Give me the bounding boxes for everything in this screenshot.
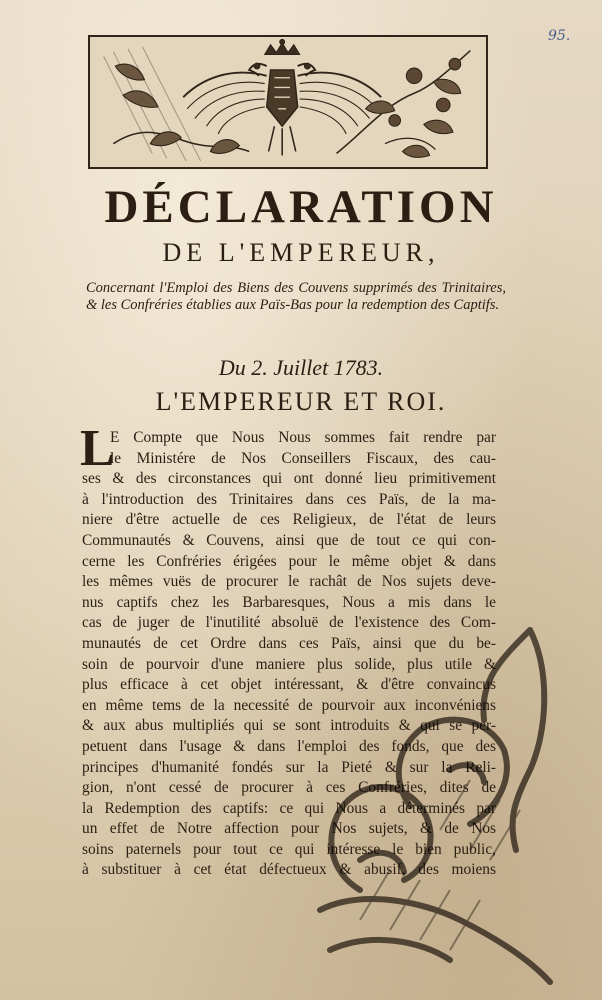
sovereign-heading: L'EMPEREUR ET ROI.	[155, 387, 447, 416]
body-line: à l'introduction des Trinitaires dans ces Païs, de la ma-	[82, 490, 496, 508]
body-line: & aux abus multipliés qui se sont introduits & qui se per-	[82, 717, 496, 735]
body-line: les mêmes vuës de procurer le rachât de Nos sujets deve-	[82, 573, 496, 591]
document-title: DÉCLARATION	[104, 181, 498, 233]
body-line: le Ministére de Nos Conseillers Fiscaux, des cau-	[110, 449, 496, 467]
body-line: E Compte que Nous Nous sommes fait rendre par	[110, 429, 496, 446]
declaration-date: Du 2. Juillet 1783.	[218, 355, 384, 380]
body-line: nus captifs chez les Barbaresques, Nous a mis dans le	[82, 593, 496, 611]
body-line: un effet de Notre affection pour Nos sujets, & de Nos	[82, 820, 496, 838]
imperial-eagle-vignette	[88, 35, 488, 169]
document-subtitle: DE L'EMPEREUR,	[162, 238, 440, 267]
body-line: soin de pourvoir d'une maniere plus solide, plus utile &	[82, 655, 496, 673]
body-line: cerne les Confréries érigées pour le même objet & dans	[82, 552, 496, 570]
body-line: munautés de cet Ordre dans ces Païs, ainsi que du be-	[82, 634, 496, 652]
concerning-summary: Concernant l'Emploi des Biens des Couvens supprimés des Trinitaires, & les Confréries établies aux Païs-Bas pour la redemption des Captifs.	[86, 280, 506, 313]
body-line: niere d'être actuelle de ces Religieux, de l'état de leurs	[82, 511, 496, 529]
body-line: principes d'humanité fondés sur la Pieté & sur la Reli-	[82, 758, 496, 776]
eagle-and-foliage-engraving	[90, 37, 486, 167]
body-line: la Redemption des captifs: ce qui Nous a déterminés par	[82, 799, 496, 817]
body-line: soins paternels pour tout ce qui intéresse le bien public,	[82, 840, 496, 858]
body-line: gion, n'ont cessé de procurer à ces Confréries, dites de	[82, 779, 496, 797]
body-line: à substituer à cet état défectueux & abusif, des moiens	[82, 861, 496, 879]
body-line: ses & des circonstances qui ont donné lieu primitivement	[82, 470, 496, 488]
folio-number: 95.	[548, 28, 571, 44]
body-line: plus efficace à cet objet intéressant, & d'être convaincus	[82, 676, 496, 694]
body-line: petuent dans l'usage & dans l'emploi des fonds, que des	[82, 737, 496, 755]
body-line: en même tems de la necessité de pourvoir aux inconvéniens	[82, 696, 496, 714]
body-line: Communautés & Couvens, ainsi que de tout ce qui con-	[82, 531, 496, 549]
drop-cap: L	[80, 420, 115, 477]
body-line: cas de juger de l'inutilité absoluë de l'existence des Com-	[82, 614, 496, 632]
owl-stamp-mark	[300, 610, 570, 990]
